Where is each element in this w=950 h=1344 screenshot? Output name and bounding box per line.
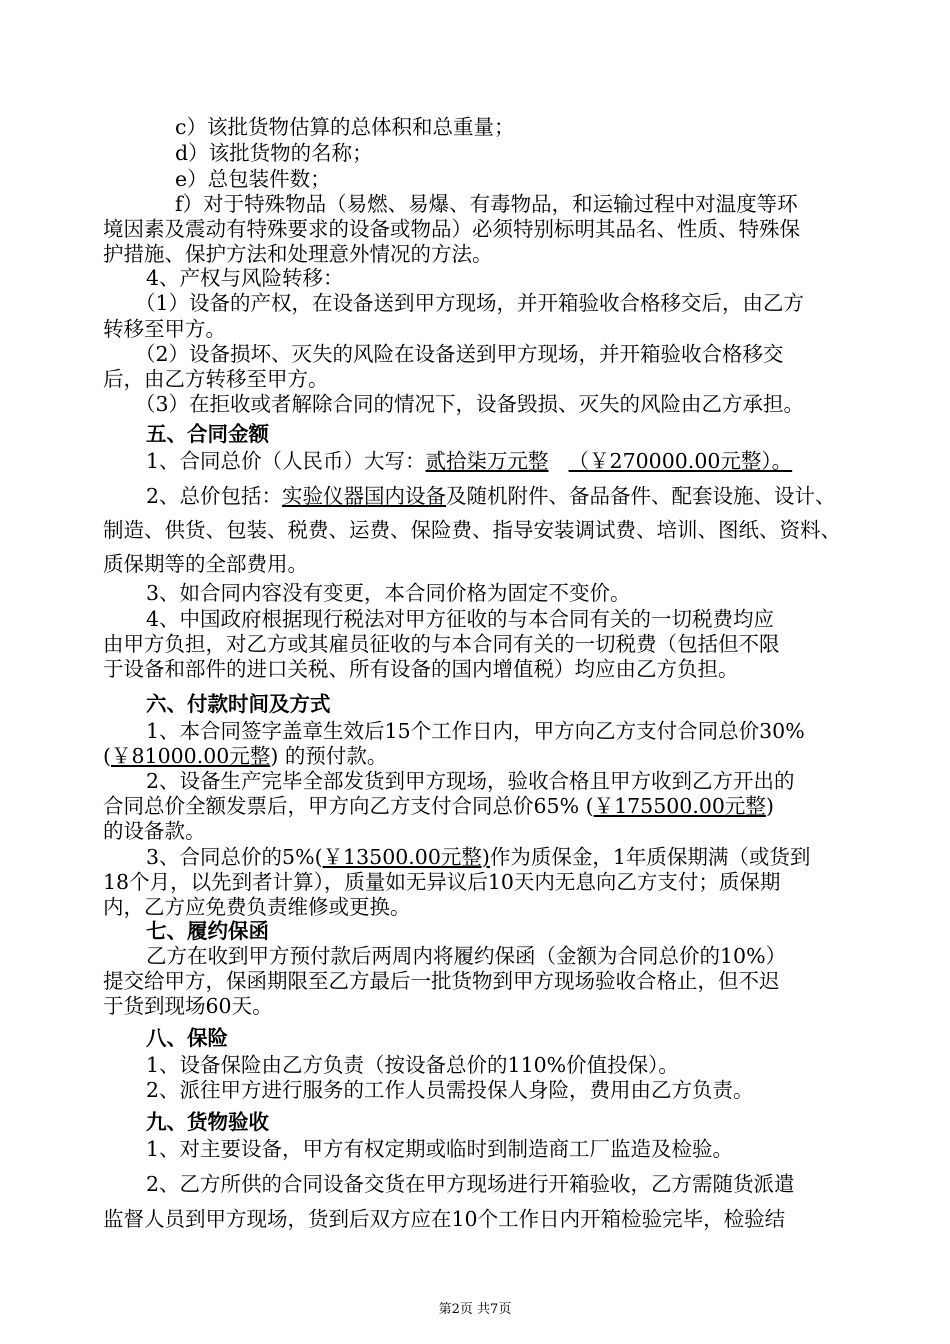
text-line: d）该批货物的名称； xyxy=(175,141,373,165)
text-line: 监督人员到甲方现场，货到后双方应在10个工作日内开箱检验完毕，检验结 xyxy=(103,1207,786,1231)
text-span: ( xyxy=(103,744,111,768)
text-line: 18个月，以先到者计算），质量如无异议后10天内无息向乙方支付；质保期 xyxy=(103,870,781,894)
text-line: 4、中国政府根据现行税法对甲方征收的与本合同有关的一切税费均应 xyxy=(146,607,775,631)
text-line: e）总包装件数； xyxy=(175,167,331,191)
text-span: 及随机附件、备品备件、配套设施、设计、 xyxy=(446,484,836,508)
section-heading-6: 六、付款时间及方式 xyxy=(146,692,331,716)
text-line: 内，乙方应免费负责维修或更换。 xyxy=(103,895,411,919)
text-line: 于设备和部件的进口关税、所有设备的国内增值税）均应由乙方负担。 xyxy=(103,657,739,681)
text-span: 合同总价全额发票后，甲方向乙方支付合同总价65% ( xyxy=(103,794,594,818)
contract-total-amount: （￥270000.00元整）。 xyxy=(568,449,793,473)
text-line: 2、派往甲方进行服务的工作人员需投保人身险，费用由乙方负责。 xyxy=(146,1078,754,1102)
text-line: 质保期等的全部费用。 xyxy=(103,552,308,576)
text-span: ) xyxy=(765,794,774,818)
text-line: 的设备款。 xyxy=(103,819,206,843)
section-heading-8: 八、保险 xyxy=(146,1026,228,1050)
section-heading-9: 九、货物验收 xyxy=(146,1110,269,1134)
text-line xyxy=(103,793,843,819)
text-line: 境因素及震动有特殊要求的设备或物品）必须特别标明其品名、性质、特殊保 xyxy=(103,217,800,241)
text-line: 护措施、保护方法和处理意外情况的方法。 xyxy=(103,242,493,266)
text-line xyxy=(146,483,886,509)
text-line: f）对于特殊物品（易燃、易爆、有毒物品，和运输过程中对温度等环 xyxy=(175,192,798,216)
text-line xyxy=(146,448,886,474)
equipment-name: 实验仪器国内设备 xyxy=(282,484,447,508)
text-line: 1、本合同签字盖章生效后15个工作日内，甲方向乙方支付合同总价30% xyxy=(146,719,805,743)
text-line: 后，由乙方转移至甲方。 xyxy=(103,367,329,391)
text-line: 3、如合同内容没有变更，本合同价格为固定不变价。 xyxy=(146,581,631,605)
text-line xyxy=(103,743,843,769)
warranty-deposit-amount: ￥13500.00元整) xyxy=(322,845,490,869)
text-line: 乙方在收到甲方预付款后两周内将履约保函（金额为合同总价的10%） xyxy=(146,944,787,968)
text-line: 4、产权与风险转移： xyxy=(146,266,344,290)
text-line: c）该批货物估算的总体积和总重量； xyxy=(175,115,515,139)
equipment-payment-amount: ￥175500.00元整 xyxy=(593,794,766,818)
prepayment-amount: ￥81000.00元整 xyxy=(111,744,271,768)
text-span: ) 的预付款。 xyxy=(270,744,388,768)
text-line: 1、设备保险由乙方负责（按设备总价的110%价值投保）。 xyxy=(146,1053,679,1077)
text-line: 2、设备生产完毕全部发货到甲方现场，验收合格且甲方收到乙方开出的 xyxy=(146,769,795,793)
page-footer: 第2页 共7页 xyxy=(438,1302,512,1317)
text-line: 转移至甲方。 xyxy=(103,317,226,341)
text-line: 制造、供货、包装、税费、运费、保险费、指导安装调试费、培训、图纸、资料、 xyxy=(103,518,841,542)
section-heading-5: 五、合同金额 xyxy=(146,422,269,446)
text-line xyxy=(146,844,886,870)
text-span: 2、总价包括： xyxy=(146,484,283,508)
text-line: （1）设备的产权，在设备送到甲方现场，并开箱验收合格移交后，由乙方 xyxy=(135,291,805,315)
text-line: 2、乙方所供的合同设备交货在甲方现场进行开箱验收，乙方需随货派遣 xyxy=(146,1172,795,1196)
text-span: 作为质保金，1年质保期满（或货到 xyxy=(489,845,811,869)
text-line: 提交给甲方，保函期限至乙方最后一批货物到甲方现场验收合格止，但不迟 xyxy=(103,969,780,993)
text-line: （3）在拒收或者解除合同的情况下，设备毁损、灭失的风险由乙方承担。 xyxy=(135,392,805,416)
text-line: （2）设备损坏、灭失的风险在设备送到甲方现场，并开箱验收合格移交 xyxy=(135,342,784,366)
text-line: 于货到现场60天。 xyxy=(103,994,273,1018)
text-line: 1、对主要设备，甲方有权定期或临时到制造商工厂监造及检验。 xyxy=(146,1137,734,1161)
section-heading-7: 七、履约保函 xyxy=(146,919,269,943)
text-line: 由甲方负担，对乙方或其雇员征收的与本合同有关的一切税费（包括但不限 xyxy=(103,632,780,656)
text-span: 3、合同总价的5%( xyxy=(146,845,323,869)
contract-total-words: 贰拾柒万元整 xyxy=(425,449,549,473)
text-span: 1、合同总价（人民币）大写： xyxy=(146,449,426,473)
